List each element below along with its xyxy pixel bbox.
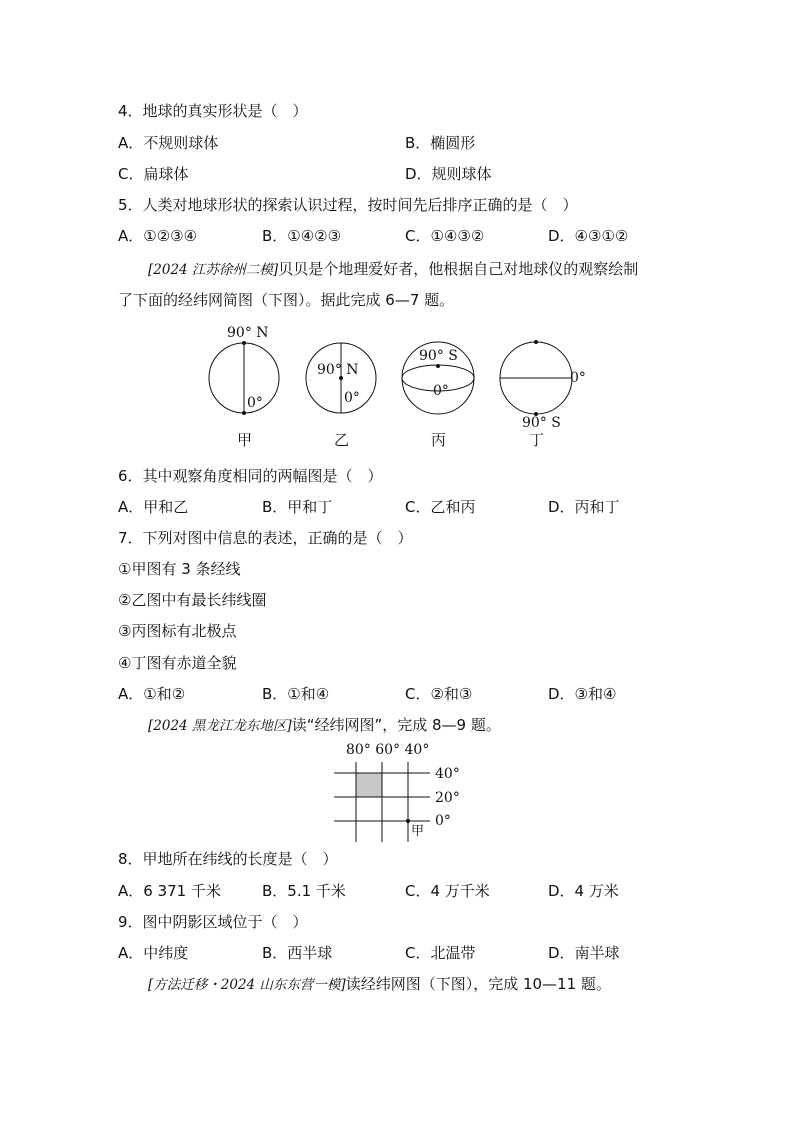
- globe-jia: [209, 325, 279, 449]
- caption-bing: 丙: [431, 431, 447, 449]
- question-6-stem: 6．其中观察角度相同的两幅图是（ ）: [118, 467, 383, 485]
- q4-option-a: A．不规则球体: [118, 134, 219, 152]
- caption-yi: 乙: [334, 431, 350, 449]
- q6-option-d: D．丙和丁: [548, 498, 620, 516]
- q9-option-a: A．中纬度: [118, 944, 189, 962]
- q7-option-b: B．①和④: [262, 685, 330, 703]
- longitude-labels: 80° 60° 40°: [346, 742, 430, 758]
- intro-text: 贝贝是个地理爱好者，他根据自己对地球仪的观察绘制: [278, 260, 639, 278]
- q4-option-b: B．椭圆形: [405, 134, 476, 152]
- q7-option-c: C．②和③: [405, 685, 473, 703]
- q8-option-a: A．6 371 千米: [118, 882, 221, 900]
- shaded-area: [356, 773, 382, 797]
- q8-option-d: D．4 万米: [548, 882, 619, 900]
- globe-figures: [200, 322, 600, 452]
- q8-option-c: C．4 万千米: [405, 882, 490, 900]
- label-0: 0°: [247, 395, 263, 411]
- q5-option-b: B．①④②③: [262, 227, 342, 245]
- caption-jia: 甲: [237, 431, 253, 449]
- point-jia-label: 甲: [411, 824, 425, 839]
- q7-item-2: ②乙图中有最长纬线圈: [118, 591, 267, 609]
- q7-item-1: ①甲图有 3 条经线: [118, 560, 241, 578]
- intro-text: 读经纬网图（下图），完成 10—11 题。: [345, 975, 611, 993]
- q7-option-d: D．③和④: [548, 685, 617, 703]
- top-dot: [534, 340, 538, 344]
- question-7-stem: 7．下列对图中信息的表述，正确的是（ ）: [118, 529, 413, 547]
- q7-option-a: A．①和②: [118, 685, 186, 703]
- point-jia-dot: [406, 819, 410, 823]
- q5-option-a: A．①②③④: [118, 227, 198, 245]
- intro-10-11: [148, 974, 611, 995]
- question-4-stem: 4．地球的真实形状是（ ）: [118, 102, 308, 120]
- q9-option-c: C．北温带: [405, 944, 476, 962]
- south-pole-dot: [436, 364, 440, 368]
- label-90s: 90° S: [419, 348, 458, 364]
- q7-item-3: ③丙图标有北极点: [118, 622, 237, 640]
- label-90s: 90° S: [522, 415, 561, 431]
- lat-label-20: 20°: [435, 790, 460, 806]
- north-pole-dot: [242, 341, 246, 345]
- intro-8-9: [148, 715, 501, 736]
- q4-option-c: C．扁球体: [118, 165, 189, 183]
- q6-option-c: C．乙和丙: [405, 498, 476, 516]
- q6-option-a: A．甲和乙: [118, 498, 189, 516]
- q8-option-b: B．5.1 千米: [262, 882, 346, 900]
- intro-text: 读“经纬网图”，完成 8—9 题。: [291, 716, 501, 734]
- globe-ding: [500, 340, 586, 449]
- label-0: 0°: [433, 383, 449, 399]
- globe-yi: [306, 343, 376, 449]
- intro-6-7-line2: 了下面的经纬网简图（下图）。据此完成 6—7 题。: [118, 291, 455, 309]
- source-tag: [方法迁移・2024 山东东营一模]: [148, 977, 346, 993]
- point-dot: [242, 411, 246, 415]
- lat-label-40: 40°: [435, 766, 460, 782]
- q9-option-d: D．南半球: [548, 944, 620, 962]
- intro-6-7-line1: [148, 259, 638, 280]
- q9-option-b: B．西半球: [262, 944, 333, 962]
- q5-option-d: D．④③①②: [548, 227, 629, 245]
- globe-bing: [402, 342, 474, 449]
- question-8-stem: 8．甲地所在纬线的长度是（ ）: [118, 850, 338, 868]
- label-90n: 90° N: [317, 362, 359, 378]
- source-tag: [2024 黑龙江龙东地区]: [148, 718, 292, 734]
- question-5-stem: 5．人类对地球形状的探索认识过程，按时间先后排序正确的是（ ）: [118, 196, 578, 214]
- source-tag: [2024 江苏徐州二模]: [148, 262, 279, 278]
- lat-lon-grid-map: [330, 738, 490, 843]
- label-0: 0°: [344, 390, 360, 406]
- q7-item-4: ④丁图有赤道全貌: [118, 654, 237, 672]
- label-90n: 90° N: [227, 325, 269, 341]
- q6-option-b: B．甲和丁: [262, 498, 333, 516]
- caption-ding: 丁: [529, 431, 545, 449]
- q5-option-c: C．①④③②: [405, 227, 485, 245]
- lat-label-0: 0°: [435, 813, 451, 829]
- label-0: 0°: [570, 370, 586, 386]
- question-9-stem: 9．图中阴影区域位于（ ）: [118, 913, 308, 931]
- q4-option-d: D．规则球体: [405, 165, 492, 183]
